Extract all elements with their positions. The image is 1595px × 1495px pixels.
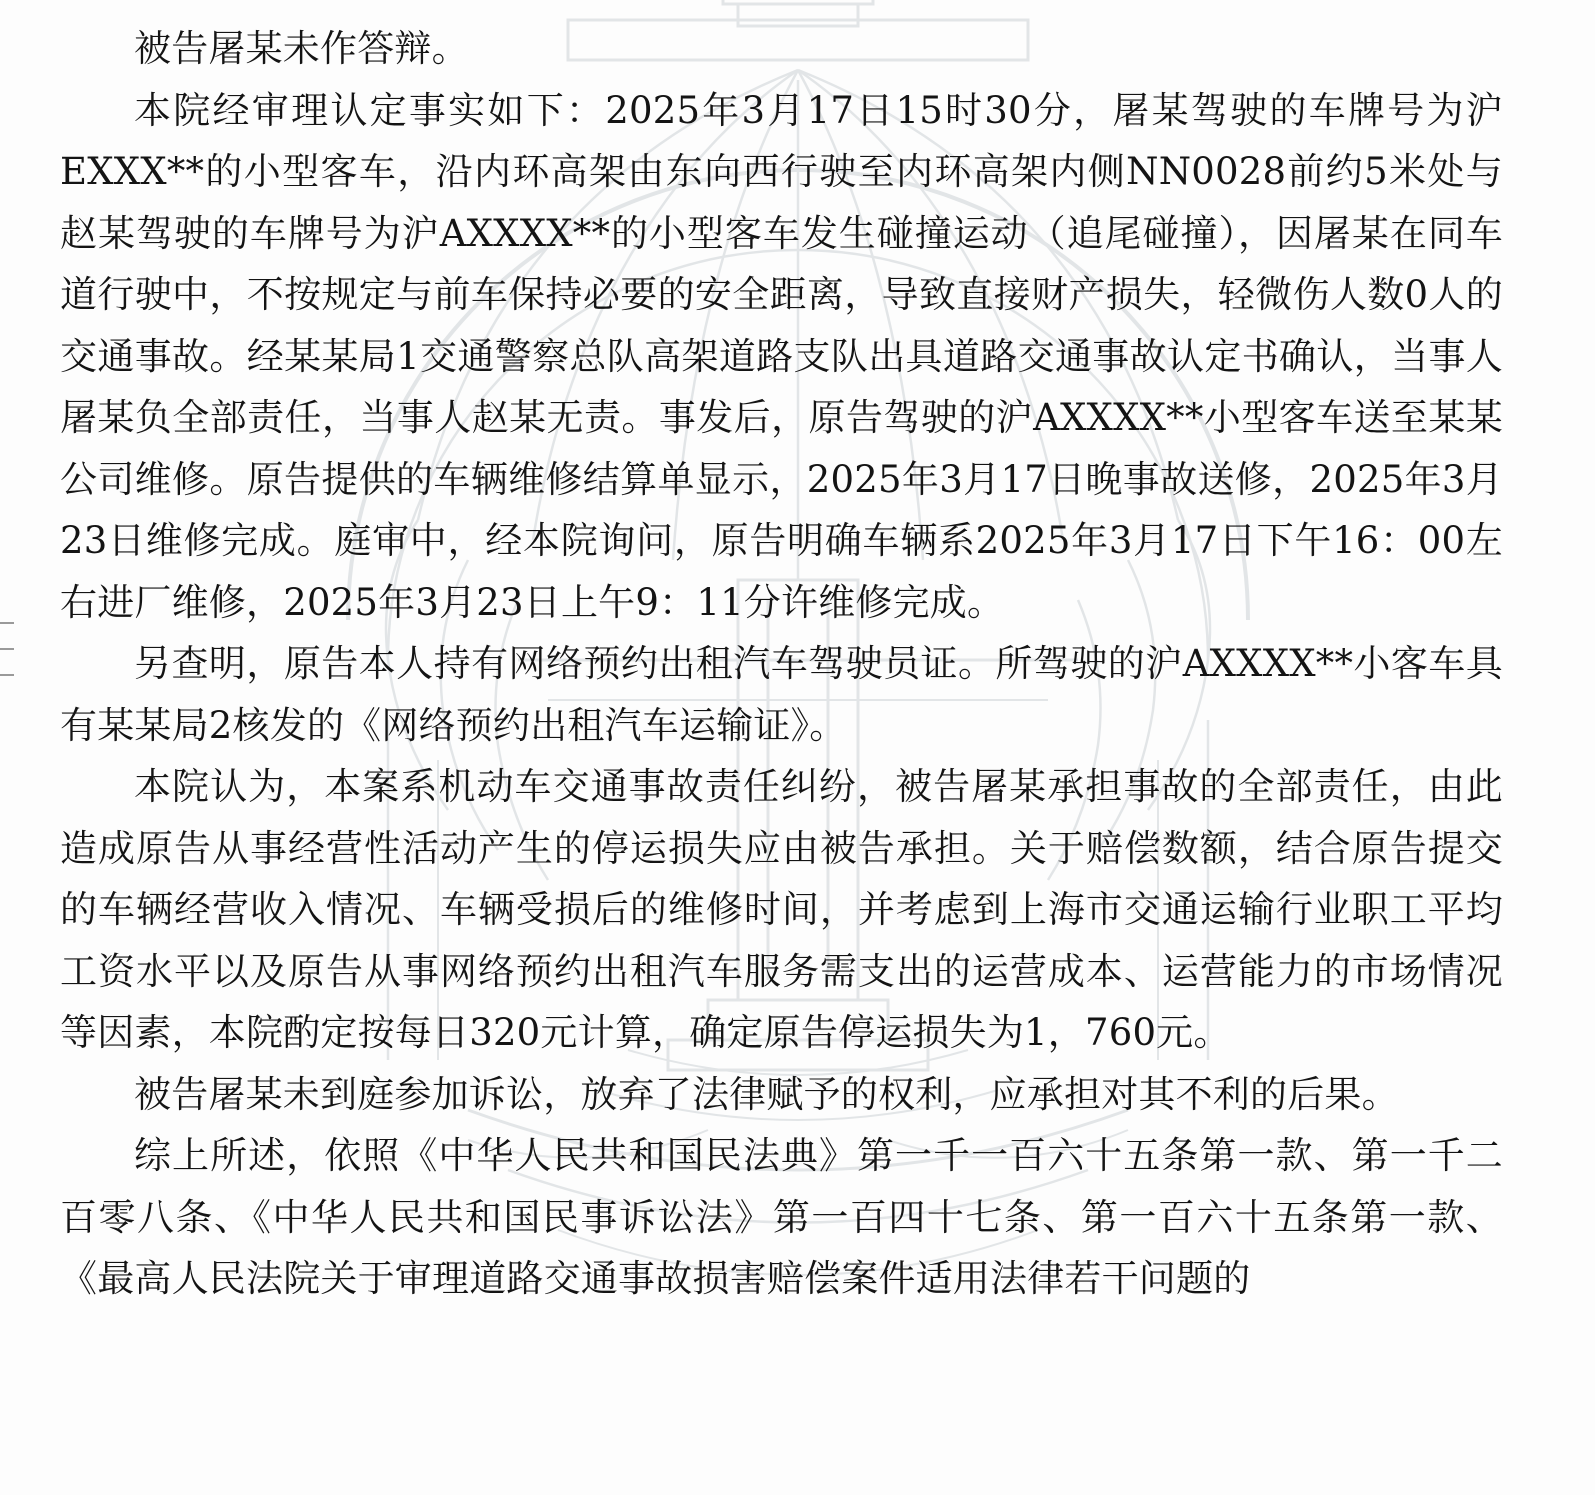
paragraph-legal-basis: 综上所述，依照《中华人民共和国民法典》第一千一百六十五条第一款、第一千二百零八条、《中华人民共和国民事诉讼法》第一百四十七条、第一百六十五条第一款、《最高人民法院关于审理道路交通事故损害赔偿案件适用法律若干问题的 [60, 1134, 1503, 1300]
paragraph-findings-of-fact: 本院经审理认定事实如下：2025年3月17日15时30分，屠某驾驶的车牌号为沪EXXX**的小型客车，沿内环高架由东向西行驶至内环高架内侧NN0028前约5米处与赵某驾驶的车牌号为沪AXXXX**的小型客车发生碰撞运动（追尾碰撞），因屠某在同车道行驶中，不按规定与前车保持必要的安全距离，导致直接财产损失，轻微伤人数0人的交通事故。经某某局1交通警察总队高架道路支队出具道路交通事故认定书确认，当事人屠某负全部责任，当事人赵某无责。事发后，原告驾驶的沪AXXXX**小型客车送至某某公司维修。原告提供的车辆维修结算单显示，2025年3月17日晚事故送修，2025年3月23日维修完成。庭审中，经本院询问，原告明确车辆系2025年3月17日下午16：00左右进厂维修，2025年3月23日上午9：11分许维修完成。 [60, 88, 1503, 624]
paragraph-court-opinion: 本院认为，本案系机动车交通事故责任纠纷，被告屠某承担事故的全部责任，由此造成原告从事经营性活动产生的停运损失应由被告承担。关于赔偿数额，结合原告提交的车辆经营收入情况、车辆受损后的维修时间，并考虑到上海市交通运输行业职工平均工资水平以及原告从事网络预约出租汽车服务需支出的运营成本、运营能力的市场情况等因素，本院酌定按每日320元计算，确定原告停运损失为1，760元。 [60, 765, 1503, 1054]
paragraph-absence-consequence: 被告屠某未到庭参加诉讼，放弃了法律赋予的权利，应承担对其不利的后果。 [134, 1072, 1399, 1116]
paragraph-defendant-no-defense: 被告屠某未作答辩。 [134, 27, 469, 70]
paragraph-additional-findings: 另查明，原告本人持有网络预约出租汽车驾驶员证。所驾驶的沪AXXXX**小客车具有某某局2核发的《网络预约出租汽车运输证》。 [60, 642, 1503, 747]
